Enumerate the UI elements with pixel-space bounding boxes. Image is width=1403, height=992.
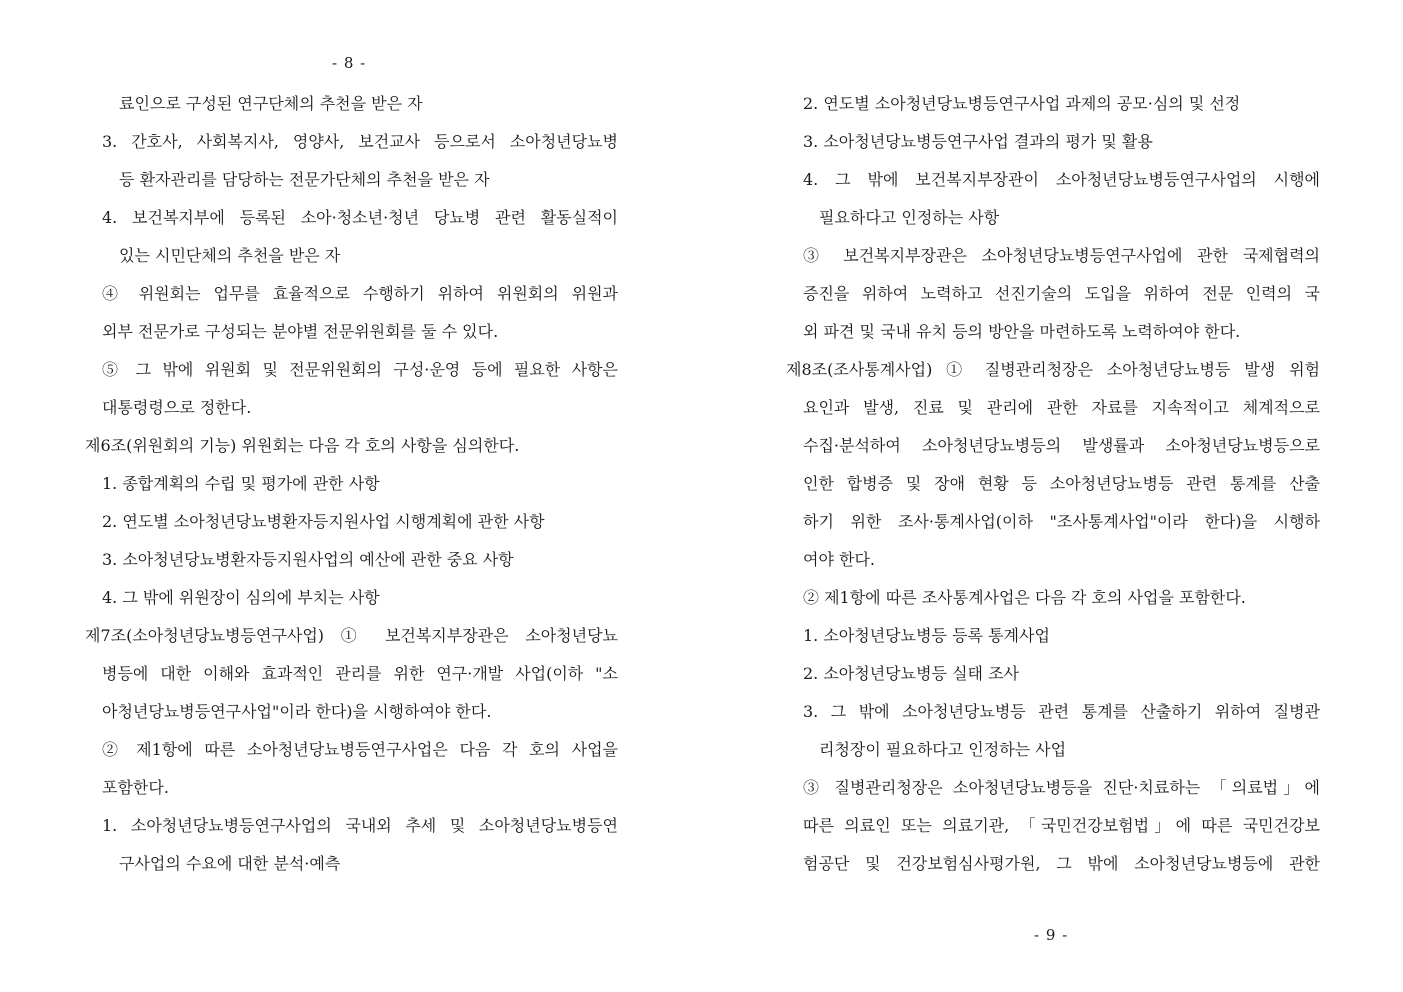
text-line: 2. 연도별 소아청년당뇨병등연구사업 과제의 공모·심의 및 선정 [803, 94, 1241, 113]
text-line: 인한 합병증 및 장애 현황 등 소아청년당뇨병등 관련 통계를 산출 [803, 474, 1320, 493]
text-line: 여야 한다. [803, 550, 875, 569]
text-line: 1. 종합계획의 수립 및 평가에 관한 사항 [102, 474, 380, 493]
text-line: 4. 그 밖에 위원장이 심의에 부치는 사항 [102, 588, 380, 607]
text-line: 3. 간호사, 사회복지사, 영양사, 보건교사 등으로서 소아청년당뇨병 [102, 132, 618, 151]
text-line: 2. 소아청년당뇨병등 실태 조사 [803, 664, 1019, 683]
text-line: ③ 질병관리청장은 소아청년당뇨병등을 진단·치료하는 「의료법」에 [803, 778, 1320, 797]
text-line: 외부 전문가로 구성되는 분야별 전문위원회를 둘 수 있다. [102, 322, 499, 341]
text-line: 험공단 및 건강보험심사평가원, 그 밖에 소아청년당뇨병등에 관한 [803, 854, 1320, 873]
text-line: 포함한다. [102, 778, 169, 797]
text-line: ② 제1항에 따른 소아청년당뇨병등연구사업은 다음 각 호의 사업을 [102, 740, 618, 759]
text-line: 4. 그 밖에 보건복지부장관이 소아청년당뇨병등연구사업의 시행에 [803, 170, 1320, 189]
text-line: 있는 시민단체의 추천을 받은 자 [119, 246, 341, 265]
text-line: 구사업의 수요에 대한 분석·예측 [119, 854, 341, 873]
text-line: 1. 소아청년당뇨병등 등록 통계사업 [803, 626, 1050, 645]
text-line: 병등에 대한 이해와 효과적인 관리를 위한 연구·개발 사업(이하 "소 [102, 664, 618, 683]
text-line: ③ 보건복지부장관은 소아청년당뇨병등연구사업에 관한 국제협력의 [803, 246, 1320, 265]
text-line: 수집·분석하여 소아청년당뇨병등의 발생률과 소아청년당뇨병등으로 [803, 436, 1320, 455]
text-line: 필요하다고 인정하는 사항 [819, 208, 1000, 227]
text-line: 4. 보건복지부에 등록된 소아·청소년·청년 당뇨병 관련 활동실적이 [102, 208, 618, 227]
page-number-right: - 9 - [1034, 926, 1069, 944]
text-line: 하기 위한 조사·통계사업(이하 "조사통계사업"이라 한다)을 시행하 [803, 512, 1320, 531]
text-line: 외 파견 및 국내 유치 등의 방안을 마련하도록 노력하여야 한다. [803, 322, 1241, 341]
text-line: ⑤ 그 밖에 위원회 및 전문위원회의 구성·운영 등에 필요한 사항은 [102, 360, 618, 379]
text-line: 아청년당뇨병등연구사업"이라 한다)을 시행하여야 한다. [102, 702, 492, 721]
text-line: 따른 의료인 또는 의료기관, 「국민건강보험법」에 따른 국민건강보 [803, 816, 1320, 835]
text-line: 3. 소아청년당뇨병등연구사업 결과의 평가 및 활용 [803, 132, 1153, 151]
text-line: 1. 소아청년당뇨병등연구사업의 국내외 추세 및 소아청년당뇨병등연 [102, 816, 618, 835]
text-line: 등 환자관리를 담당하는 전문가단체의 추천을 받은 자 [119, 170, 490, 189]
text-line: 제6조(위원회의 기능) 위원회는 다음 각 호의 사항을 심의한다. [85, 436, 520, 455]
text-line: 3. 그 밖에 소아청년당뇨병등 관련 통계를 산출하기 위하여 질병관 [803, 702, 1320, 721]
text-line: 제8조(조사통계사업) ① 질병관리청장은 소아청년당뇨병등 발생 위험 [786, 360, 1320, 379]
text-line: 대통령령으로 정한다. [102, 398, 252, 417]
page-number-left: - 8 - [332, 54, 367, 72]
text-line: 2. 연도별 소아청년당뇨병환자등지원사업 시행계획에 관한 사항 [102, 512, 545, 531]
text-line: ② 제1항에 따른 조사통계사업은 다음 각 호의 사업을 포함한다. [803, 588, 1246, 607]
text-line: 3. 소아청년당뇨병환자등지원사업의 예산에 관한 중요 사항 [102, 550, 514, 569]
text-line: 제7조(소아청년당뇨병등연구사업) ① 보건복지부장관은 소아청년당뇨 [85, 626, 618, 645]
text-line: 료인으로 구성된 연구단체의 추천을 받은 자 [119, 94, 423, 113]
text-line: 리청장이 필요하다고 인정하는 사업 [819, 740, 1067, 759]
text-line: 증진을 위하여 노력하고 선진기술의 도입을 위하여 전문 인력의 국 [803, 284, 1320, 303]
text-line: ④ 위원회는 업무를 효율적으로 수행하기 위하여 위원회의 위원과 [102, 284, 618, 303]
text-line: 요인과 발생, 진료 및 관리에 관한 자료를 지속적이고 체계적으로 [803, 398, 1320, 417]
